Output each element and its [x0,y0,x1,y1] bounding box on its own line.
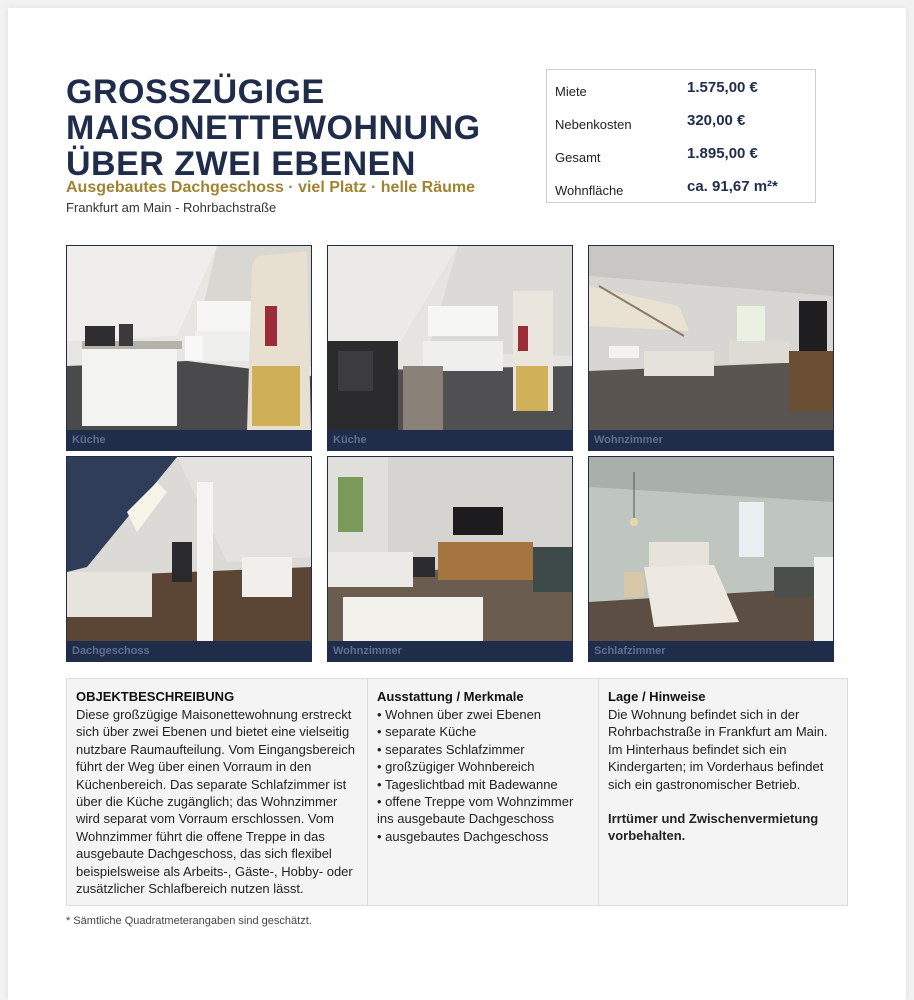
photo-caption: Schlafzimmer [594,645,666,657]
price-label: Wohnfläche [555,183,624,198]
listing-location: Frankfurt am Main - Rohrbachstraße [66,200,277,215]
feature-item: • offene Treppe vom Wohnzimmer [377,793,597,810]
expose-page [8,8,906,1000]
details-panel [66,678,848,906]
kitchen-photo-image [328,246,572,450]
price-row-gesamt [555,145,811,167]
photo-kueche-2[interactable] [327,245,573,451]
listing-title [66,74,481,182]
price-value: 1.895,00 € [687,145,758,162]
photo-caption: Küche [72,434,106,446]
price-value: 1.575,00 € [687,79,758,96]
kitchen-photo-image [67,246,311,450]
living-room-photo-image [589,246,833,450]
photo-wohnzimmer-2[interactable] [327,456,573,662]
photo-kueche-1[interactable] [66,245,312,451]
bedroom-photo-image [589,457,833,661]
price-row-miete [555,79,811,101]
description-line: Diese großzügige Maisonettewohnung erstreckt [76,707,352,722]
features-list [377,706,597,845]
description-line: führt der Weg über einen Vorraum in den [76,759,312,775]
features-heading: Ausstattung / Merkmale [377,689,524,704]
price-value: ca. 91,67 m²* [687,178,778,195]
disclaimer-note [608,810,843,845]
photo-caption: Wohnzimmer [594,434,663,446]
price-row-nebenkosten [555,112,811,134]
photo-caption: Dachgeschoss [72,645,150,657]
location-line: sich ein gastronomischer Betrieb. [608,776,801,792]
feature-item: • großzügiger Wohnbereich [377,758,597,775]
location-line: Im Hinterhaus befindet sich ein [608,741,787,757]
description-heading: OBJEKTBESCHREIBUNG [76,689,235,704]
listing-subtitle: Ausgebautes Dachgeschoss · viel Platz · helle Räume [66,179,476,196]
price-label: Nebenkosten [555,117,632,132]
price-table [546,69,816,203]
feature-continuation-text: ins ausgebaute Dachgeschoss [377,811,555,827]
description-line: sich über zwei Ebenen und bietet eine vielseitig [76,724,350,740]
photo-caption-bar [328,641,572,661]
description-line: ausgebaute Dachgeschoss, das sich flexibel [76,846,332,862]
description-line: nutzbare Raumaufteilung. Vom Eingangsbereich [76,741,355,757]
feature-item: • Wohnen über zwei Ebenen [377,706,597,723]
feature-item-continuation [377,810,597,827]
price-label: Gesamt [555,150,601,165]
disclaimer-line: Irrtümer und Zwischenvermietung [608,811,819,826]
description-line: wird separat vom Vorraum erschlossen. Vom [76,811,334,827]
title-line: ÜBER ZWEI EBENEN [66,145,416,183]
description-column [67,679,367,905]
feature-item: • Tageslichtbad mit Badewanne [377,776,597,793]
footnote: * Sämtliche Quadratmeterangaben sind geschätzt. [66,915,312,927]
photo-caption: Küche [333,434,367,446]
price-label: Miete [555,84,587,99]
photo-caption-bar [67,641,311,661]
description-line: über die Küche zugänglich; das Wohnzimmer [76,794,338,810]
location-line: Kindergarten; im Vorderhaus befindet [608,759,824,775]
photo-wohnzimmer-1[interactable] [588,245,834,451]
description-line: Küchenbereich. Das separate Schlafzimmer ist [76,776,347,792]
photo-caption-bar [589,430,833,450]
photo-schlafzimmer[interactable] [588,456,834,662]
photo-caption-bar [67,430,311,450]
attic-photo-image [67,457,311,661]
living-room-photo-image [328,457,572,661]
feature-item: • separate Küche [377,723,597,740]
location-line: Rohrbachstraße in Frankfurt am Main. [608,724,828,740]
description-line: Wohnzimmer führt die offene Treppe in das [76,828,325,844]
photo-caption: Wohnzimmer [333,645,402,657]
photo-caption-bar [328,430,572,450]
photo-dachgeschoss[interactable] [66,456,312,662]
title-line: GROSSZÜGIGE [66,73,325,111]
description-text [76,706,366,897]
feature-item: • ausgebautes Dachgeschoss [377,828,597,845]
location-text [608,706,843,793]
disclaimer-line: vorbehalten. [608,828,686,844]
price-value: 320,00 € [687,112,746,129]
photo-caption-bar [589,641,833,661]
description-line: beispielsweise als Arbeits-, Gäste-, Hobby- oder [76,863,353,879]
price-row-wohnflaeche [555,178,811,200]
location-column [598,679,848,905]
features-column [367,679,599,905]
location-heading: Lage / Hinweise [608,689,706,704]
description-line: zusätzlicher Schlafbereich nutzen lässt. [76,881,304,897]
title-line: MAISONETTEWOHNUNG [66,109,481,147]
location-line: Die Wohnung befindet sich in der [608,707,800,722]
feature-item: • separates Schlafzimmer [377,741,597,758]
